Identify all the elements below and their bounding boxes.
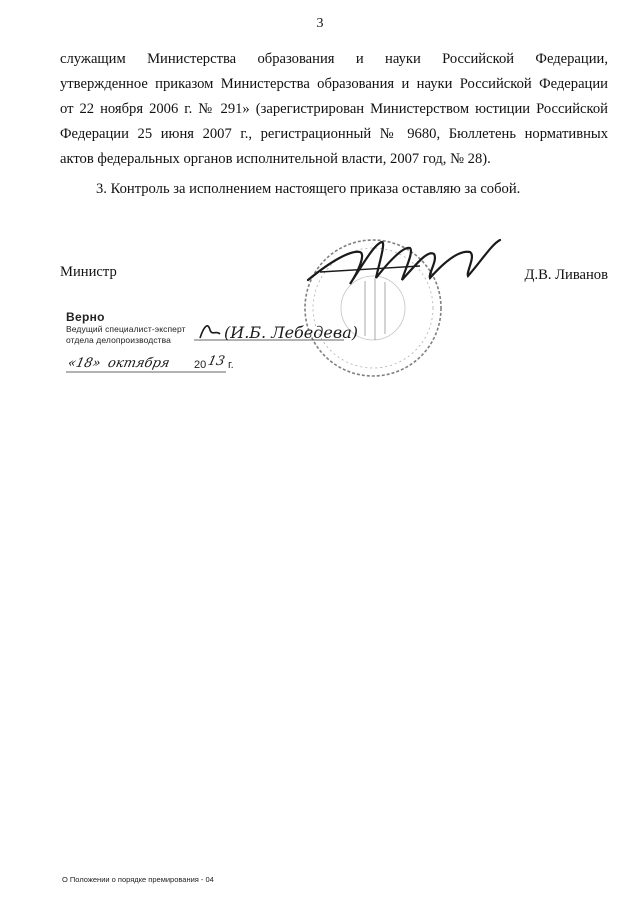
cert-signer-name: (И.Б. Лебедева) (224, 323, 358, 342)
cert-role-line: Ведущий специалист-эксперт (66, 324, 186, 334)
certifier-signature (194, 316, 358, 346)
minister-signature (300, 232, 530, 292)
paragraph-3: 3. Контроль за исполнением настоящего приказа оставляю за собой. (96, 181, 521, 197)
body-line: от 22 ноября 2006 г. № 291» (зарегистрирован Министерством юстиции Российской (60, 101, 608, 117)
body-line: Федерации 25 июня 2007 г., регистрационный № 9680, Бюллетень нормативных (60, 126, 608, 142)
certification-block (66, 310, 358, 371)
cert-role-line: отдела делопроизводства (66, 335, 172, 345)
cert-title: Верно (66, 310, 105, 324)
cert-date-month: октября (106, 356, 171, 371)
minister-title: Министр (60, 264, 117, 280)
body-line: служащим Министерства образования и науки Российской Федерации, (60, 51, 608, 67)
cert-date (66, 352, 326, 376)
cert-date-year-suffix: 13 (206, 354, 227, 369)
body-line: актов федеральных органов исполнительной власти, 2007 год, № 28). (60, 151, 491, 167)
document-body (60, 47, 608, 202)
cert-date-suffix: г. (228, 359, 234, 371)
footer-note: О Положении о порядке премирования - 04 (62, 875, 214, 884)
body-line: утвержденное приказом Министерства образования и науки Российской Федерации (60, 76, 608, 92)
page-number: 3 (316, 16, 324, 31)
cert-date-day: «18» (66, 356, 103, 371)
cert-date-year-prefix: 20 (194, 359, 207, 371)
minister-name: Д.В. Ливанов (524, 267, 608, 283)
